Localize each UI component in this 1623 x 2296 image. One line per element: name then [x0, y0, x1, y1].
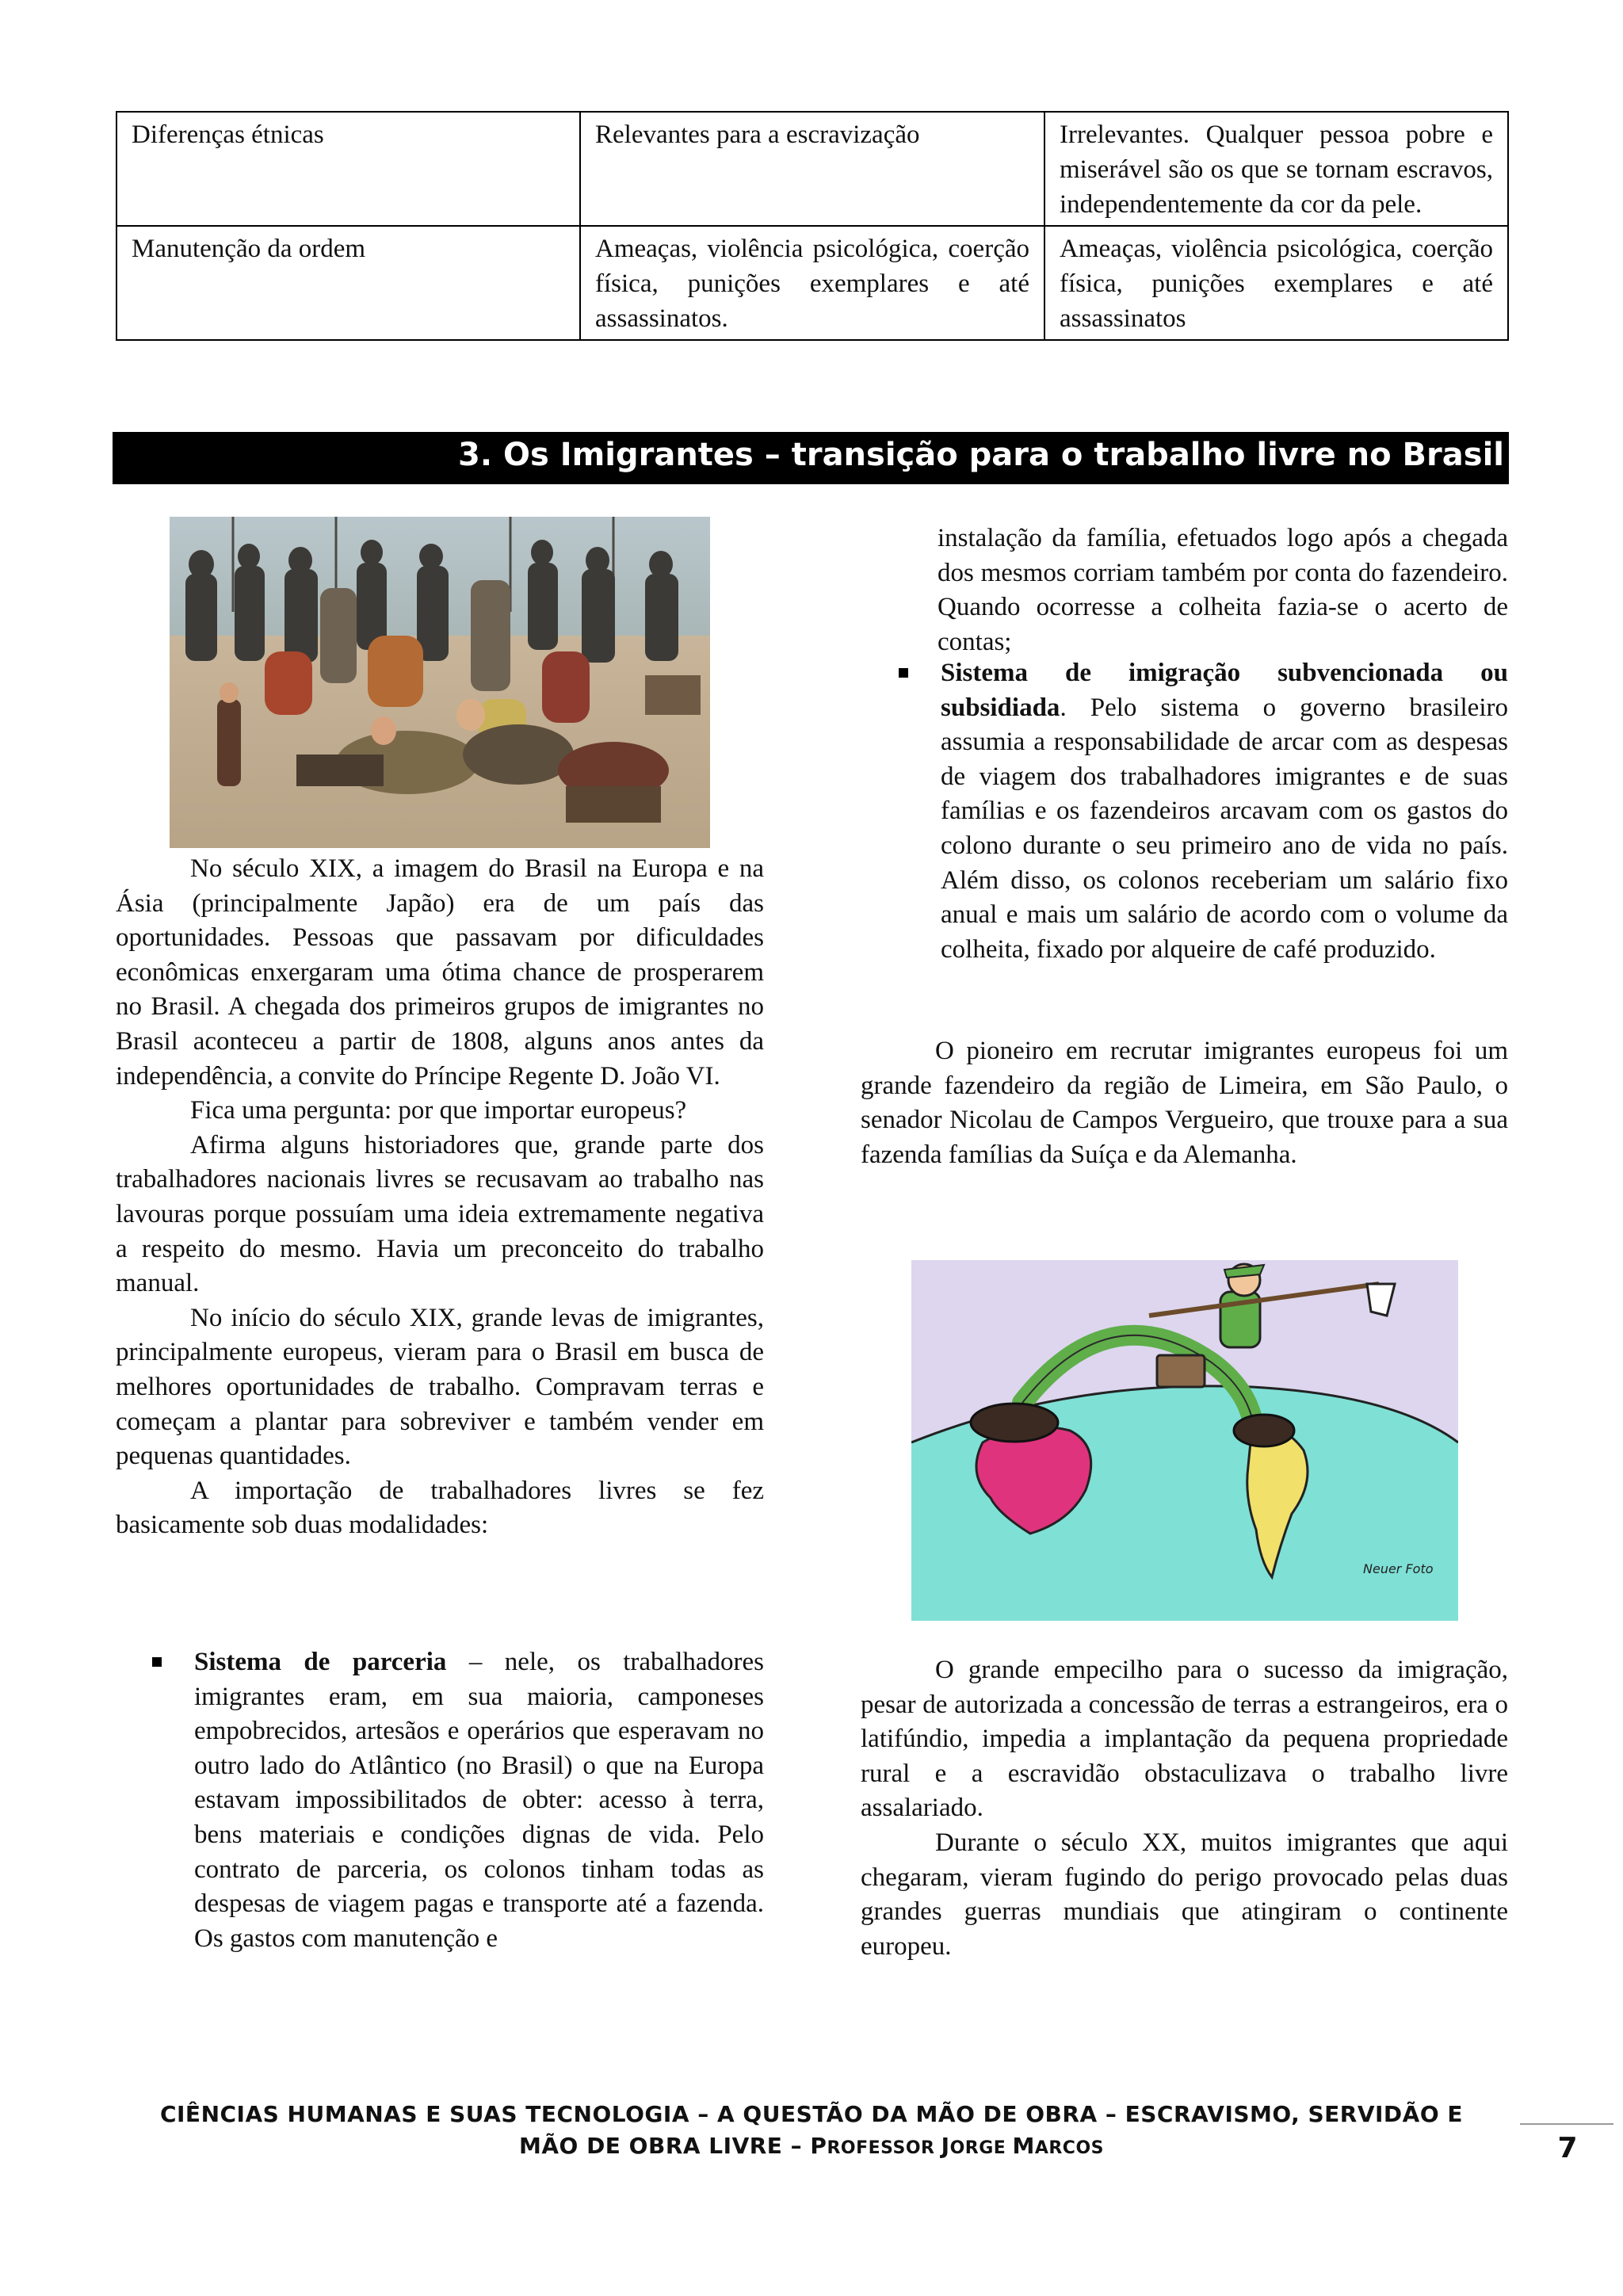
- right-column-continuation: [938, 521, 1508, 659]
- section-title: 3. Os Imigrantes – transição para o trabalho livre no Brasil: [458, 437, 1504, 473]
- immigrant-cartoon-image: [911, 1260, 1458, 1621]
- paragraph: No século XIX, a imagem do Brasil na Europa e na Ásia (principalmente Japão) era de um país das oportunidades. Pessoas que passavam por dificuldades econômicas enxergaram uma ótima chance de prosperarem no Brasil. A chegada dos primeiros grupos de imigrantes no Brasil aconteceu a partir de 1808, alguns anos antes da independência, a convite do Príncipe Regente D. João VI.: [116, 854, 764, 1091]
- table-cell: Ameaças, violência psicológica, coerção física, punições exemplares e até assassinatos.: [580, 226, 1044, 340]
- right-column-text: [861, 1653, 1508, 1964]
- cartoon-signature: Neuer Foto: [1363, 1561, 1434, 1576]
- bullet-title: Sistema de imigração subvencionada ou subsidiada: [941, 659, 1508, 722]
- footer-author-part: ARCOS: [1034, 2138, 1105, 2158]
- page-number-rule: [1520, 2123, 1613, 2125]
- table-cell: Ameaças, violência psicológica, coerção física, punições exemplares e até assassinatos: [1044, 226, 1508, 340]
- footer-author-part: J: [941, 2133, 950, 2159]
- comparison-table: [116, 111, 1509, 341]
- immigrants-painting-image: [170, 517, 710, 848]
- list-item: [152, 1645, 764, 1956]
- footer-line-1: CIÊNCIAS HUMANAS E SUAS TECNOLOGIA – A QUESTÃO DA MÃO DE OBRA – ESCRAVISMO, SERVIDÃO E: [159, 2101, 1464, 2127]
- table-row: [116, 112, 1508, 226]
- table-cell: Relevantes para a escravização: [580, 112, 1044, 226]
- table-cell-label: Diferenças étnicas: [116, 112, 580, 226]
- table-row: [116, 226, 1508, 340]
- bullet-text: – nele, os trabalhadores imigrantes eram, em sua maioria, camponeses empobrecidos, artesãos e operários que esperavam no outro lado do Atlântico (no Brasil) o que na Europa estavam impossibilitados de obter: acesso à terra, bens materiais e condições dignas de vida. Pelo contrato de parceria, os colonos tinham todas as despesas de viagem pagas e transporte até a fazenda. Os gastos com manutenção e: [194, 1648, 764, 1953]
- table-cell-label: Manutenção da ordem: [116, 226, 580, 340]
- section-header: [113, 432, 1509, 484]
- footer-author-part: P: [810, 2133, 827, 2159]
- page-footer: [116, 2099, 1507, 2164]
- paragraph: A importação de trabalhadores livres se fez basicamente sob duas modalidades:: [116, 1476, 764, 1540]
- footer-author-part: M: [1012, 2133, 1035, 2159]
- bullet-text: . Pelo sistema o governo brasileiro assumia a responsabilidade de arcar com as despesas de viagem dos trabalhadores imigrantes e de suas famílias e os fazendeiros arcavam com os gastos do colono durante o seu primeiro ano de vida no país. Além disso, os colonos receberiam um salário fixo anual e mais um salário de acordo com o volume da colheita, fixado por alqueire de café produzido.: [941, 693, 1508, 964]
- paragraph: No início do século XIX, grande levas de imigrantes, principalmente europeus, vieram para o Brasil em busca de melhores oportunidades de trabalho. Compravam terras e começam a plantar para sobreviver e também vender em pequenas quantidades.: [116, 1303, 764, 1471]
- right-bullet-list: [899, 656, 1508, 967]
- footer-line-2: [116, 2130, 1507, 2164]
- paragraph: Fica uma pergunta: por que importar europeus?: [190, 1096, 687, 1125]
- paragraph: Afirma alguns historiadores que, grande parte dos trabalhadores nacionais livres se recusavam ao trabalho nas lavouras porque possuíam uma ideia extremamente negativa a respeito do mesmo. Havia um preconceito do trabalho manual.: [116, 1130, 764, 1298]
- square-bullet-icon: [152, 1657, 162, 1667]
- list-item: [899, 656, 1508, 967]
- page-number: 7: [1557, 2132, 1578, 2164]
- paragraph: instalação da família, efetuados logo após a chegada dos mesmos corriam também por conta do fazendeiro. Quando ocorresse a colheita fazia-se o acerto de contas;: [938, 524, 1508, 656]
- bullet-title: Sistema de parceria: [194, 1648, 447, 1676]
- footer-author-part: ORGE: [949, 2138, 1013, 2158]
- left-column-text: [116, 852, 764, 1543]
- square-bullet-icon: [899, 668, 908, 678]
- left-bullet-list: [152, 1645, 764, 1956]
- paragraph: O pioneiro em recrutar imigrantes europeus foi um grande fazendeiro da região de Limeira, em São Paulo, o senador Nicolau de Campos Vergueiro, que trouxe para a sua fazenda famílias da Suíça e da Alemanha.: [861, 1037, 1508, 1169]
- table-cell: Irrelevantes. Qualquer pessoa pobre e miserável são os que se tornam escravos, independentemente da cor da pele.: [1044, 112, 1508, 226]
- right-column-text: [861, 1034, 1508, 1172]
- footer-author-part: ROFESSOR: [827, 2138, 941, 2158]
- paragraph: Durante o século XX, muitos imigrantes que aqui chegaram, vieram fugindo do perigo provocado pelas duas grandes guerras mundiais que atingiram o continente europeu.: [861, 1828, 1508, 1961]
- paragraph: O grande empecilho para o sucesso da imigração, pesar de autorizada a concessão de terras a estrangeiros, era o latifúndio, impedia a implantação da pequena propriedade rural e a escravidão obstaculizava o trabalho livre assalariado.: [861, 1656, 1508, 1823]
- footer-course: MÃO DE OBRA LIVRE –: [518, 2133, 811, 2159]
